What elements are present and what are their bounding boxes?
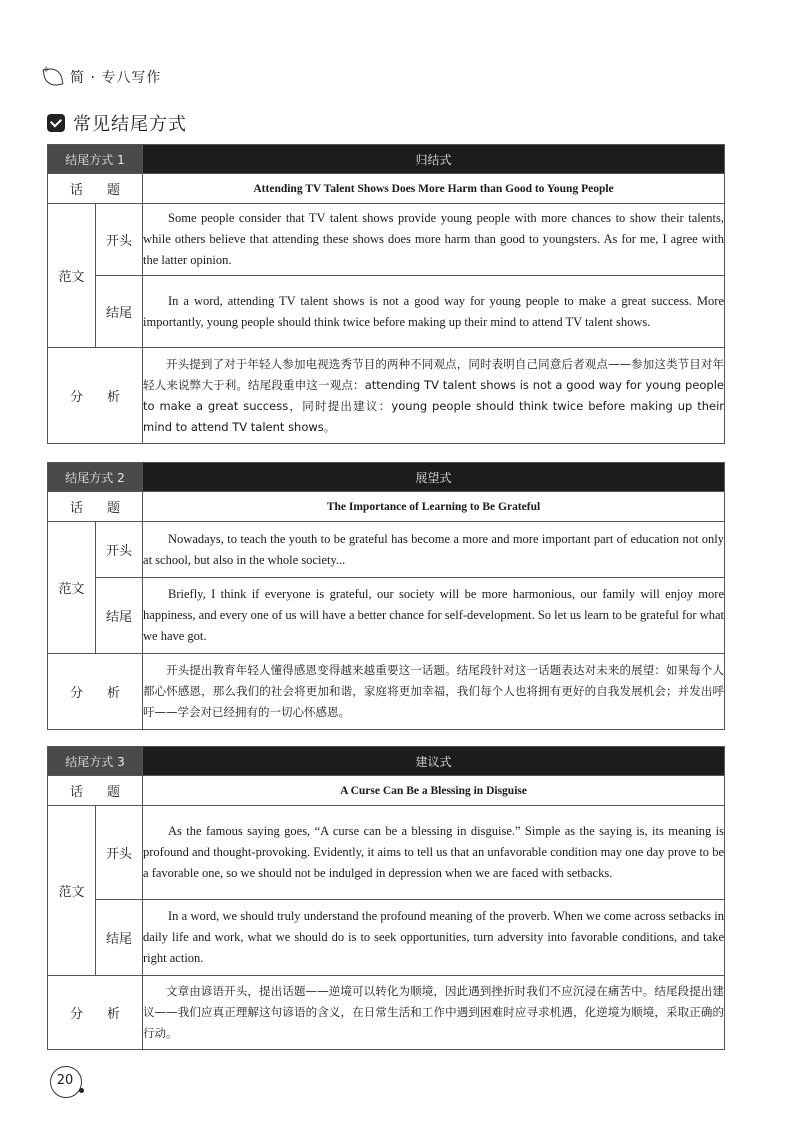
analysis-paragraph: 开头提到了对于年轻人参加电视选秀节目的两种不同观点，同时表明自己同意后者观点——参加这类节目对年轻人来说弊大于利。结尾段重申这一观点：attending TV talent shows is not a good way for young people to make a great success，同时提出建议：young people should think twice before making up their mind to attend TV talent shows。 <box>143 348 725 444</box>
section-title: 常见结尾方式 <box>73 114 187 135</box>
leaf-logo-icon: ✧ <box>40 65 66 89</box>
ending-label: 结尾 <box>96 578 143 654</box>
ending-paragraph: Briefly, I think if everyone is grateful, our society will be more harmonious, our family will enjoy more happiness, and every one of us will have a better chance for self-development. So let us learn to be grateful for what we have got. <box>143 578 725 654</box>
analysis-label: 分 析 <box>48 976 143 1050</box>
sample-label: 范文 <box>48 204 96 348</box>
opening-paragraph: As the famous saying goes, “A curse can be a blessing in disguise.” Simple as the saying is, its meaning is profound and thought-provoking. Evidently, it aims to tell us that an unfavorable condition may one day prove to be a favorable one, so we should not be indulged in depression when we are faced with setbacks. <box>143 806 725 900</box>
topic-title: The Importance of Learning to Be Grateful <box>143 492 725 522</box>
ending-label: 结尾 <box>96 276 143 348</box>
sample-label: 范文 <box>48 522 96 654</box>
ending-style-name: 展望式 <box>143 463 725 492</box>
ending-paragraph: In a word, we should truly understand the profound meaning of the proverb. When we come across setbacks in daily life and work, what we should do is to seek opportunities, turn adversity into favorable conditions, and take right action. <box>143 900 725 976</box>
ending-style-table-1 <box>47 144 725 444</box>
ending-label: 结尾 <box>96 900 143 976</box>
topic-label: 话 题 <box>48 174 143 204</box>
topic-title: Attending TV Talent Shows Does More Harm than Good to Young People <box>143 174 725 204</box>
page-number-badge <box>50 1066 84 1100</box>
topic-title: A Curse Can Be a Blessing in Disguise <box>143 776 725 806</box>
topic-label: 话 题 <box>48 492 143 522</box>
ending-style-table-3 <box>47 746 725 1050</box>
opening-paragraph: Some people consider that TV talent shows provide young people with more chances to show their talents, while others believe that attending these shows does more harm than good to youngsters. As for me, I agree with the latter opinion. <box>143 204 725 276</box>
ending-style-table-2 <box>47 462 725 730</box>
ending-style-name: 归结式 <box>143 145 725 174</box>
analysis-paragraph: 文章由谚语开头，提出话题——逆境可以转化为顺境，因此遇到挫折时我们不应沉浸在痛苦中。结尾段提出建议——我们应真正理解这句谚语的含义，在日常生活和工作中遇到困难时应寻求机遇，化逆境为顺境，采取正确的行动。 <box>143 976 725 1050</box>
ending-style-label: 结尾方式 2 <box>48 463 143 492</box>
opening-label: 开头 <box>96 522 143 578</box>
page-number: 20 <box>56 1073 74 1088</box>
ending-paragraph: In a word, attending TV talent shows is not a good way for young people to make a great success. More importantly, young people should think twice before making up their mind to attend TV talent shows. <box>143 276 725 348</box>
ending-style-name: 建议式 <box>143 747 725 776</box>
sample-label: 范文 <box>48 806 96 976</box>
opening-label: 开头 <box>96 806 143 900</box>
analysis-label: 分 析 <box>48 654 143 730</box>
section-heading <box>47 110 187 136</box>
topic-label: 话 题 <box>48 776 143 806</box>
ending-style-label: 结尾方式 1 <box>48 145 143 174</box>
opening-paragraph: Nowadays, to teach the youth to be grateful has become a more and more important part of education not only at school, but also in the whole society... <box>143 522 725 578</box>
analysis-paragraph: 开头提出教育年轻人懂得感恩变得越来越重要这一话题。结尾段针对这一话题表达对未来的展望：如果每个人都心怀感恩，那么我们的社会将更加和谐，家庭将更加幸福，我们每个人也将拥有更好的自我发展机会；并发出呼吁——学会对已经拥有的一切心怀感恩。 <box>143 654 725 730</box>
analysis-label: 分 析 <box>48 348 143 444</box>
check-badge-icon <box>47 114 65 132</box>
dot-icon <box>79 1088 84 1093</box>
ending-style-label: 结尾方式 3 <box>48 747 143 776</box>
running-header <box>40 64 161 90</box>
opening-label: 开头 <box>96 204 143 276</box>
running-header-text: 简 · 专八写作 <box>70 70 162 86</box>
